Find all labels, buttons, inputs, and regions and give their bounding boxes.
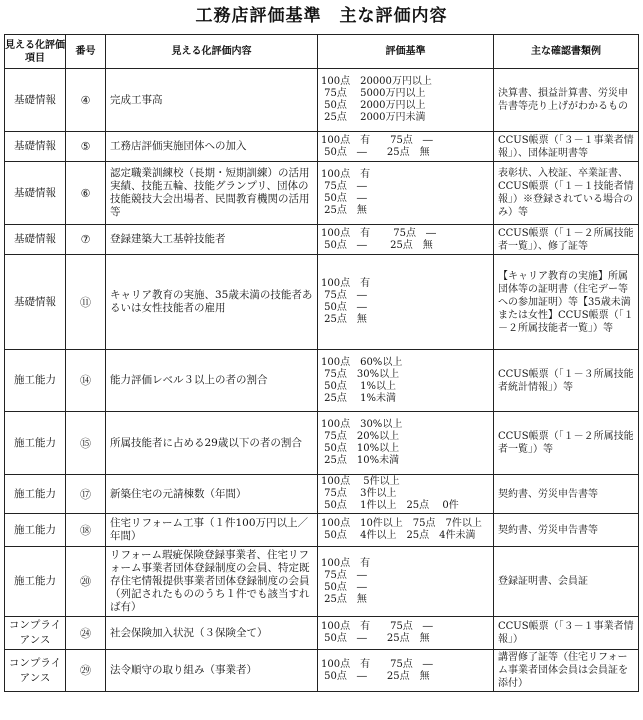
content-cell: 新築住宅の元請棟数（年間） — [106, 475, 318, 514]
criteria-line: 50点 1件以上 25点 0件 — [321, 500, 459, 511]
table-row — [5, 412, 639, 475]
number-cell: ⑪ — [66, 255, 106, 350]
category-cell: 基礎情報 — [5, 255, 66, 350]
criteria-line: 100点 60%以上 — [321, 356, 403, 368]
table-body — [5, 69, 639, 692]
criteria-cell — [318, 350, 494, 412]
docs-cell: 決算書、損益計算書、労災申告書等売り上げがわかるもの — [494, 69, 639, 132]
number-cell: ⑥ — [66, 162, 106, 225]
header-content: 見える化評価内容 — [106, 35, 318, 69]
table-row — [5, 617, 639, 650]
criteria-line: 100点 有 75点 ― — [321, 621, 433, 632]
criteria-line: 50点 4件以上 25点 4件未満 — [321, 530, 476, 541]
content-cell: 工務店評価実施団体への加入 — [106, 132, 318, 162]
criteria-line: 25点 10%未満 — [321, 455, 400, 466]
criteria-line: 25点 1%未満 — [321, 392, 396, 404]
category-cell: 施工能力 — [5, 475, 66, 514]
criteria-line: 100点 有 75点 ― — [321, 658, 433, 670]
category-cell: 基礎情報 — [5, 225, 66, 255]
content-cell: 登録建築大工基幹技能者 — [106, 225, 318, 255]
criteria-line: 50点 ― — [321, 581, 367, 593]
criteria-line: 100点 有 75点 ― — [321, 134, 433, 146]
criteria-line: 100点 5件以上 — [321, 476, 400, 487]
content-cell: 認定職業訓練校（長期・短期訓練）の活用実績、技能五輪、技能グランプリ、団体の技能競技大会出場者、民間教育機関の活用等 — [106, 162, 318, 225]
docs-cell: CCUS帳票（「３－１事業者情報」） — [494, 617, 639, 650]
criteria-cell — [318, 475, 494, 514]
criteria-line: 50点 10%以上 — [321, 443, 400, 454]
docs-cell: CCUS帳票（「３－１事業者情報」）、団体証明書等 — [494, 132, 639, 162]
docs-cell: 【キャリア教育の実施】所属団体等の証明書（住宅デー等への参加証明）等【35歳未満または女性】CCUS帳票（「１－２所属技能者一覧」）等 — [494, 255, 639, 350]
criteria-line: 25点 無 — [321, 314, 367, 325]
table-row — [5, 69, 639, 132]
number-cell: ⑰ — [66, 475, 106, 514]
docs-cell: CCUS帳票（「１－２所属技能者一覧」）等 — [494, 412, 639, 475]
content-cell: リフォーム瑕疵保険登録事業者、住宅リフォーム事業者団体登録制度の会員、特定既存住宅情報提供事業者団体登録制度の会員（列記されたもののうち１件でも該当すれば有） — [106, 547, 318, 617]
docs-cell: 講習修了証等（住宅リフォーム事業者団体会員は会員証を添付） — [494, 650, 639, 692]
criteria-line: 100点 有 75点 ― — [321, 227, 436, 239]
category-cell: 施工能力 — [5, 547, 66, 617]
criteria-line: 25点 無 — [321, 205, 367, 216]
criteria-line: 100点 20000万円以上 — [321, 76, 432, 87]
category-cell: 基礎情報 — [5, 69, 66, 132]
table-row — [5, 350, 639, 412]
criteria-line: 75点 ― — [321, 181, 367, 192]
category-cell: 基礎情報 — [5, 162, 66, 225]
table-row — [5, 514, 639, 547]
number-cell: ⑭ — [66, 350, 106, 412]
header-docs: 主な確認書類例 — [494, 35, 639, 69]
criteria-line: 50点 ― 25点 無 — [321, 633, 430, 644]
header-number: 番号 — [66, 35, 106, 69]
criteria-line: 50点 ― — [321, 193, 367, 204]
criteria-line: 75点 ― — [321, 290, 367, 301]
number-cell: ⑳ — [66, 547, 106, 617]
docs-cell: 登録証明書、会員証 — [494, 547, 639, 617]
table-row — [5, 255, 639, 350]
criteria-line: 25点 無 — [321, 593, 367, 605]
criteria-cell — [318, 650, 494, 692]
evaluation-table — [4, 34, 639, 692]
number-cell: ㉙ — [66, 650, 106, 692]
docs-cell: 契約書、労災申告書等 — [494, 514, 639, 547]
criteria-line: 50点 ― 25点 無 — [321, 146, 430, 158]
page-title: 工務店評価基準 主な評価内容 — [195, 6, 448, 26]
criteria-line: 50点 1%以上 — [321, 380, 396, 392]
criteria-cell — [318, 132, 494, 162]
criteria-line: 75点 5000万円以上 — [321, 88, 426, 99]
number-cell: ⑦ — [66, 225, 106, 255]
criteria-line: 100点 30%以上 — [321, 419, 403, 430]
criteria-line: 100点 有 — [321, 278, 371, 289]
content-cell: 完成工事高 — [106, 69, 318, 132]
criteria-cell — [318, 69, 494, 132]
criteria-line: 25点 2000万円未満 — [321, 112, 426, 123]
criteria-line: 75点 30%以上 — [321, 368, 400, 380]
table-row — [5, 162, 639, 225]
category-cell: 施工能力 — [5, 412, 66, 475]
content-cell: 住宅リフォーム工事（１件100万円以上／年間） — [106, 514, 318, 547]
category-cell: 基礎情報 — [5, 132, 66, 162]
category-cell: コンプライアンス — [5, 650, 66, 692]
content-cell: キャリア教育の実施、35歳未満の技能者あるいは女性技能者の雇用 — [106, 255, 318, 350]
criteria-line: 50点 2000万円以上 — [321, 100, 426, 111]
criteria-line: 100点 有 — [321, 169, 371, 180]
number-cell: ⑱ — [66, 514, 106, 547]
criteria-line: 75点 ― — [321, 569, 367, 581]
table-row — [5, 650, 639, 692]
criteria-line: 100点 有 — [321, 557, 371, 569]
criteria-cell — [318, 162, 494, 225]
header-category: 見える化評価項目 — [5, 35, 66, 69]
criteria-cell — [318, 617, 494, 650]
criteria-cell — [318, 412, 494, 475]
content-cell: 能力評価レベル３以上の者の割合 — [106, 350, 318, 412]
number-cell: ⑮ — [66, 412, 106, 475]
table-header-row — [5, 35, 639, 69]
docs-cell: 表彰状、入校証、卒業証書、CCUS帳票（「１－１技能者情報」）※登録されている場合のみ）等 — [494, 162, 639, 225]
number-cell: ⑤ — [66, 132, 106, 162]
category-cell: 施工能力 — [5, 350, 66, 412]
header-criteria: 評価基準 — [318, 35, 494, 69]
criteria-line: 50点 ― — [321, 302, 367, 313]
criteria-line: 50点 ― 25点 無 — [321, 670, 430, 682]
number-cell: ④ — [66, 69, 106, 132]
criteria-cell — [318, 225, 494, 255]
criteria-line: 50点 ― 25点 無 — [321, 239, 433, 251]
number-cell: ㉔ — [66, 617, 106, 650]
category-cell: コンプライアンス — [5, 617, 66, 650]
criteria-line: 100点 10件以上 75点 7件以上 — [321, 518, 482, 529]
docs-cell: CCUS帳票（「１－２所属技能者一覧」）、修了証等 — [494, 225, 639, 255]
docs-cell: 契約書、労災申告書等 — [494, 475, 639, 514]
content-cell: 法令順守の取り組み（事業者） — [106, 650, 318, 692]
criteria-line: 75点 3件以上 — [321, 488, 397, 499]
category-cell: 施工能力 — [5, 514, 66, 547]
table-row — [5, 132, 639, 162]
criteria-cell — [318, 255, 494, 350]
table-row — [5, 547, 639, 617]
criteria-cell — [318, 547, 494, 617]
content-cell: 社会保険加入状況（３保険全て） — [106, 617, 318, 650]
criteria-line: 75点 20%以上 — [321, 431, 400, 442]
table-row — [5, 225, 639, 255]
table-row — [5, 475, 639, 514]
content-cell: 所属技能者に占める29歳以下の者の割合 — [106, 412, 318, 475]
docs-cell: CCUS帳票（「１－３所属技能者統計情報」）等 — [494, 350, 639, 412]
criteria-cell — [318, 514, 494, 547]
